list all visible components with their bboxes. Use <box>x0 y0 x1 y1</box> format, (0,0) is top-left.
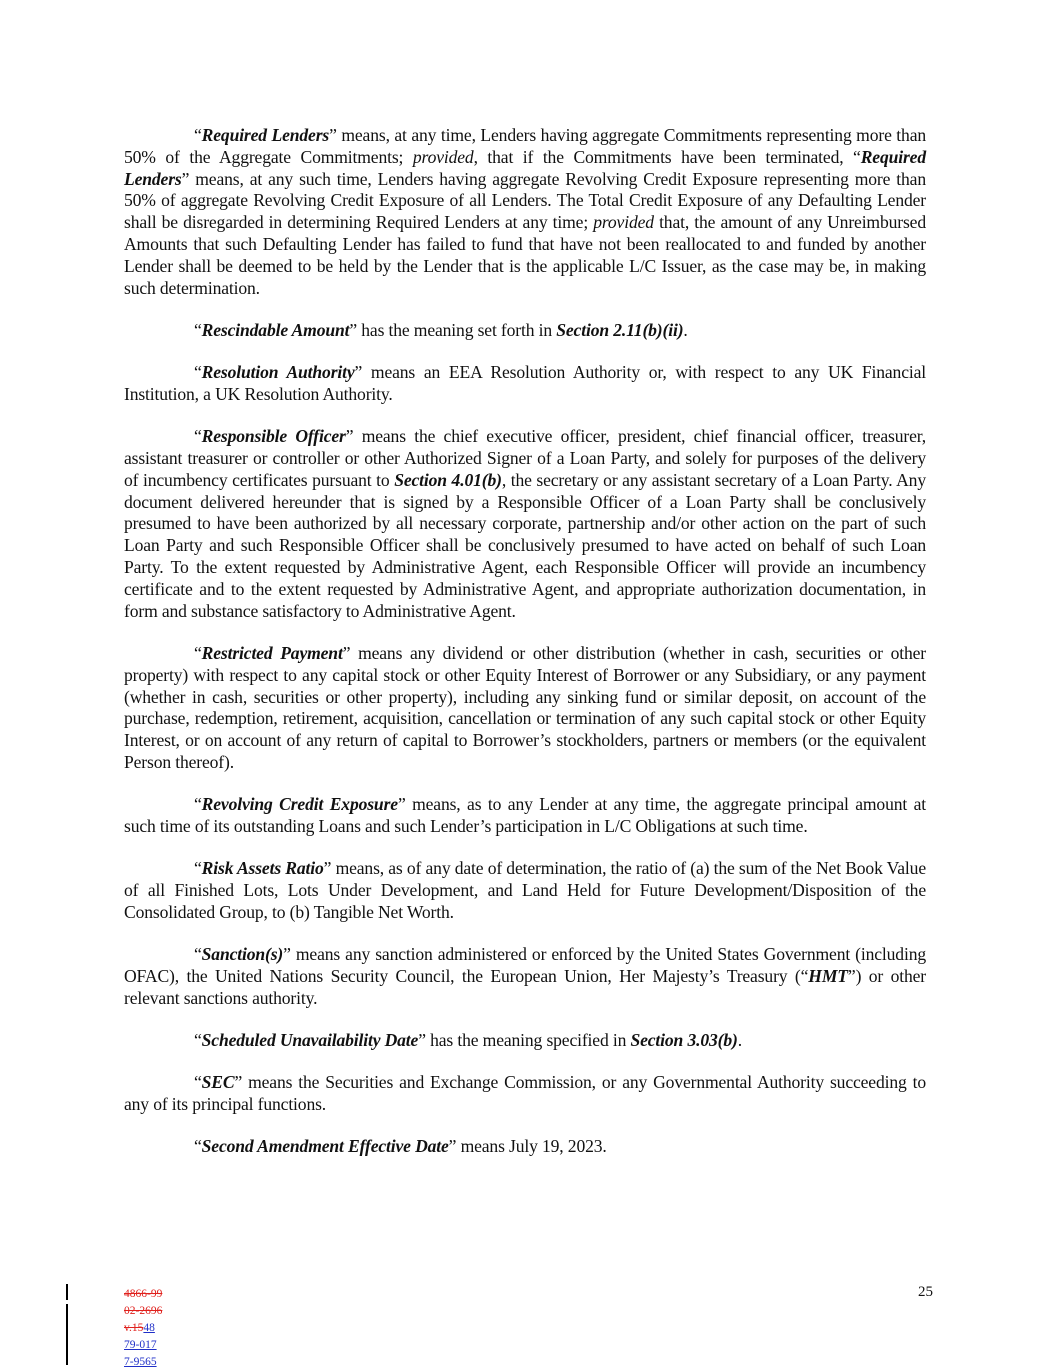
page-number: 25 <box>918 1284 933 1300</box>
inserted-text: 48 <box>143 1322 155 1334</box>
definition-text: , that if the Commitments have been terminated, “ <box>473 146 861 167</box>
definition-text: . <box>683 319 688 340</box>
defined-term: Resolution Authority <box>201 362 355 383</box>
definition-text: ” means an EEA Resolution Authority or, with respect to any UK Financial Institution, a UK Resolution Authority. <box>124 362 926 404</box>
document-id-stamp <box>124 1286 162 1371</box>
doc-id-line <box>124 1303 162 1320</box>
inserted-text: 79-017 <box>124 1339 157 1351</box>
doc-id-line <box>124 1320 162 1337</box>
definition-text: ” means the chief executive officer, president, chief financial officer, treasurer, assistant treasurer or controller or other Authorized Signer of a Loan Party, and solely for purposes of the delivery of incumbency certificates pursuant to <box>124 426 926 490</box>
definition-paragraph: “Resolution Authority” means an EEA Resolution Authority or, with respect to any UK Financial Institution, a UK Resolution Authority. <box>124 362 926 404</box>
document-body <box>124 125 926 1179</box>
definition-text: ” means, at any time, Lenders having aggregate Commitments representing more than 50% of the Aggregate Commitments; <box>124 125 926 167</box>
definition-paragraph: “Required Lenders” means, at any time, Lenders having aggregate Commitments representing more than 50% of the Aggregate Commitments; provided, that if the Commitments have been terminated, “Required Lenders” means, at any such time, Lenders having aggregate Revolving Credit Exposure representing more than 50% of aggregate Revolving Credit Exposure of all Lenders. The Total Credit Exposure of any Defaulting Lender shall be disregarded in determining Required Lenders at any time; provided that, the amount of any Unreimbursed Amounts that such Defaulting Lender has failed to fund that have not been reallocated to and funded by another Lender shall be deemed to be held by the Lender that is the applicable L/C Issuer, as the case may be, in making such determination. <box>124 125 926 298</box>
definition-text: . <box>737 1030 742 1051</box>
definition-text: ” means the Securities and Exchange Commission, or any Governmental Authority succeeding to any of its principal functions. <box>124 1072 926 1115</box>
definition-paragraph: “Rescindable Amount” has the meaning set forth in Section 2.11(b)(ii). <box>194 319 688 340</box>
cross-reference: Section 2.11(b)(ii) <box>556 319 684 340</box>
defined-term: Rescindable Amount <box>201 319 350 340</box>
definition-text: ” means any sanction administered or enforced by the United States Government (including OFAC), the United Nations Security Council, the European Union, Her Majesty’s Treasury (“ <box>124 944 926 986</box>
definition-text: ” means any dividend or other distribution (whether in cash, securities or other property) with respect to any capital stock or other Equity Interest of Borrower or any Subsidiary, or any payment (whether in cash, securities or other property), including any sinking fund or similar deposit, on account of the purchase, redemption, retirement, acquisition, cancellation or termination of any such capital stock or other Equity Interest, or on account of any return of capital to Borrower’s stockholders, partners or members (or the equivalent Person thereof). <box>124 642 926 772</box>
doc-id-line <box>124 1337 162 1354</box>
definition-paragraph: “Restricted Payment” means any dividend or other distribution (whether in cash, securities or other property) with respect to any capital stock or other Equity Interest of Borrower or any Subsidiary, or any payment (whether in cash, securities or other property), including any sinking fund or similar deposit, on account of the purchase, redemption, retirement, acquisition, cancellation or termination of any such capital stock or other Equity Interest, or on account of any return of capital to Borrower’s stockholders, partners or members (or the equivalent Person thereof). <box>124 642 926 772</box>
definition-text: ” means, as of any date of determination, the ratio of (a) the sum of the Net Book Value of all Finished Lots, Lots Under Development, and Land Held for Future Development/Disposition of the Consolidated Group, to (b) Tangible Net Worth. <box>124 858 926 922</box>
definition-paragraph: “Revolving Credit Exposure” means, as to any Lender at any time, the aggregate principal amount at such time of its outstanding Loans and such Lender’s participation in L/C Obligations at such time. <box>124 794 927 837</box>
definition-paragraph: “SEC” means the Securities and Exchange Commission, or any Governmental Authority succeeding to any of its principal functions. <box>124 1072 926 1115</box>
definition-text: ” has the meaning set forth in <box>349 319 557 340</box>
defined-term: Scheduled Unavailability Date <box>201 1030 419 1051</box>
deleted-text: 4866-99 <box>124 1288 163 1300</box>
italic-text: provided <box>412 146 474 167</box>
definition-text: ” means July 19, 2023. <box>448 1136 607 1157</box>
change-bar-bottom <box>66 1304 68 1365</box>
change-bar-top <box>66 1284 68 1300</box>
inserted-text: 7-9565 <box>124 1356 157 1368</box>
definition-text: ” means, at any such time, Lenders having aggregate Revolving Credit Exposure representing more than 50% of aggregate Revolving Credit Exposure of all Lenders. The Total Credit Exposure of any Defaulting Lender shall be disregarded in determining Required Lenders at any time; <box>124 168 926 233</box>
defined-term: Sanction(s) <box>201 944 284 965</box>
italic-text: provided <box>593 212 654 233</box>
definition-text: that, the amount of any Unreimbursed Amounts that such Defaulting Lender has failed to fund that have not been reallocated to and funded by another Lender shall be deemed to be held by the Lender that is the applicable L/C Issuer, as the case may be, in making such determination. <box>124 212 926 298</box>
definition-text: , the secretary or any assistant secretary of a Loan Party. Any document delivered hereunder that is signed by a Responsible Officer of a Loan Party shall be conclusively presumed to have been authorized by all necessary corporate, partnership and/or other action on the part of such Loan Party and such Responsible Officer shall be conclusively presumed to have acted on behalf of such Loan Party. To the extent requested by Administrative Agent, each Responsible Officer will provide an incumbency certificate and to the extent requested by Administrative Agent, and appropriate authorization documentation, in form and substance satisfactory to Administrative Agent. <box>124 469 926 621</box>
definition-paragraph: “Responsible Officer” means the chief executive officer, president, chief financial officer, treasurer, assistant treasurer or controller or other Authorized Signer of a Loan Party, and solely for purposes of the delivery of incumbency certificates pursuant to Section 4.01(b), the secretary or any assistant secretary of a Loan Party. Any document delivered hereunder that is signed by a Responsible Officer of a Loan Party shall be conclusively presumed to have been authorized by all necessary corporate, partnership and/or other action on the part of such Loan Party and such Responsible Officer shall be conclusively presumed to have acted on behalf of such Loan Party. To the extent requested by Administrative Agent, each Responsible Officer will provide an incumbency certificate and to the extent requested by Administrative Agent, and appropriate authorization documentation, in form and substance satisfactory to Administrative Agent. <box>124 426 926 621</box>
defined-term: Required Lenders <box>201 125 330 145</box>
definition-paragraph: “Risk Assets Ratio” means, as of any date of determination, the ratio of (a) the sum of the Net Book Value of all Finished Lots, Lots Under Development, and Land Held for Future Development/Disposition of the Consolidated Group, to (b) Tangible Net Worth. <box>124 858 926 922</box>
defined-term: Restricted Payment <box>201 642 343 663</box>
doc-id-line <box>124 1354 162 1371</box>
defined-term: Revolving Credit Exposure <box>201 794 398 815</box>
defined-term: Risk Assets Ratio <box>201 858 324 879</box>
doc-id-line <box>124 1286 162 1303</box>
defined-term: Responsible Officer <box>201 426 346 447</box>
deleted-text: v.15 <box>124 1322 144 1334</box>
deleted-text: 02-2696 <box>124 1305 163 1317</box>
cross-reference: HMT <box>808 966 848 986</box>
definition-text: ”) or other relevant sanctions authority. <box>124 966 927 1008</box>
definition-paragraph: “Second Amendment Effective Date” means July 19, 2023. <box>194 1136 607 1157</box>
defined-term: SEC <box>201 1072 235 1093</box>
definition-text: ” has the meaning specified in <box>418 1030 631 1051</box>
definition-text: ” means, as to any Lender at any time, the aggregate principal amount at such time of its outstanding Loans and such Lender’s participation in L/C Obligations at such time. <box>124 794 927 837</box>
defined-term: Second Amendment Effective Date <box>201 1136 449 1157</box>
cross-reference: Section 3.03(b) <box>630 1030 738 1051</box>
cross-reference: Required Lenders <box>124 146 926 189</box>
definition-paragraph: “Scheduled Unavailability Date” has the meaning specified in Section 3.03(b). <box>194 1030 742 1051</box>
cross-reference: Section 4.01(b) <box>394 469 502 490</box>
definition-paragraph: “Sanction(s)” means any sanction administered or enforced by the United States Government (including OFAC), the United Nations Security Council, the European Union, Her Majesty’s Treasury (“HMT”) or other relevant sanctions authority. <box>124 944 927 1008</box>
